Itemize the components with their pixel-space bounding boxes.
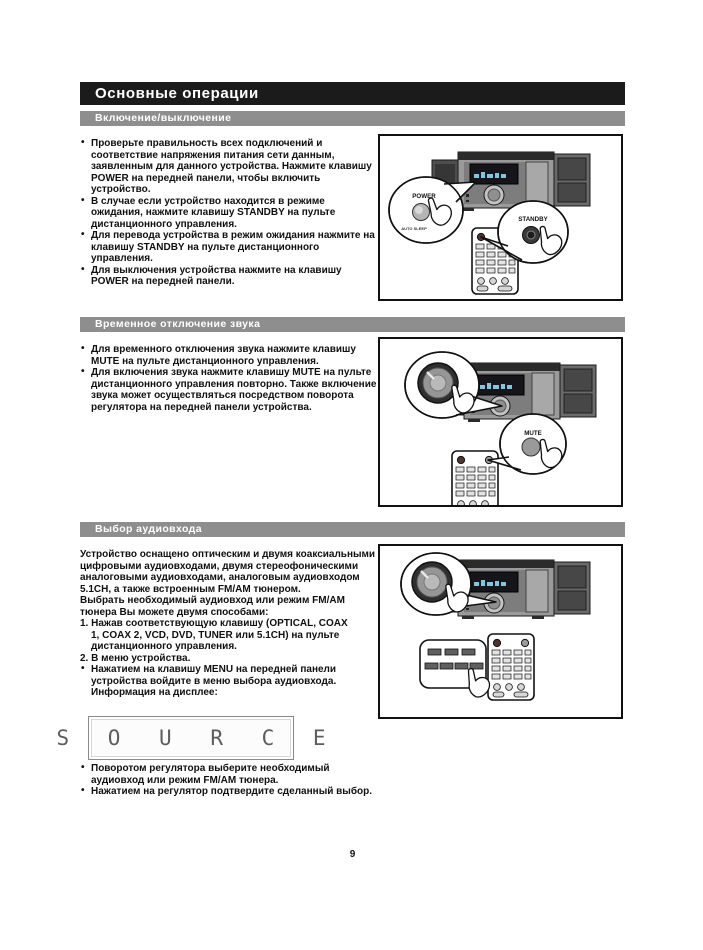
mute-illustration xyxy=(380,339,621,505)
front-panel-display xyxy=(56,716,339,760)
section-heading-source xyxy=(80,522,625,537)
mute-callout-label: MUTE xyxy=(524,430,542,437)
list-item: • Нажатием на клавишу MENU на передней панели устройства войдите в меню выбора аудиовхода. Информация на дисплее: xyxy=(80,664,382,699)
figure-source-select xyxy=(378,544,623,719)
source-buttons-callout xyxy=(420,640,493,699)
power-callout-label: POWER xyxy=(412,193,436,200)
mute-instructions xyxy=(80,344,382,413)
section-heading-source-label: Выбор аудиовхода xyxy=(95,523,202,535)
page-title xyxy=(80,82,625,105)
source-select-illustration xyxy=(380,546,621,717)
power-standby-illustration xyxy=(380,136,621,299)
mute-callout xyxy=(488,414,566,474)
menu-bullet-list xyxy=(80,664,382,699)
numbered-item: 2. В меню устройства. xyxy=(80,652,191,664)
list-item: • В случае если устройство находится в режиме ожидания, нажмите клавишу STANDBY на пульте дистанционного управления. xyxy=(80,196,378,231)
list-item: • Для временного отключения звука нажмите клавишу MUTE на пульте дистанционного управления. xyxy=(80,344,382,367)
list-item: • Нажатием на регулятор подтвердите сделанный выбор. xyxy=(80,786,382,798)
list-item: • Проверьте правильность всех подключений и соответствие напряжения питания сети данным, заявленным для данного устройства. Нажмите клавишу POWER на передней панели, чтобы включить устройство. xyxy=(80,138,378,196)
list-item: • Для выключения устройства нажмите на клавишу POWER на передней панели. xyxy=(80,265,378,288)
section-heading-mute xyxy=(80,317,625,332)
section-heading-mute-label: Временное отключение звука xyxy=(95,318,261,330)
power-callout-sublabel: AUTO SLEEP xyxy=(401,226,427,231)
source-intro: Устройство оснащено оптическим и двумя коаксиальными цифровыми аудиовходами, двумя стереофоническими аналоговыми аудиовходами, аналоговым аудиовходом 5.1CH, а также встроенным FM/AM тюнером. xyxy=(80,549,376,595)
remote-control xyxy=(488,634,534,700)
power-callout xyxy=(389,177,476,243)
list-item: • Для включения звука нажмите клавишу MUTE на пульте дистанционного управления повторно. Также включение звука может осуществляться посредством поворота регулятора на передней панели устройства. xyxy=(80,367,382,413)
source-confirm-instructions xyxy=(80,763,382,798)
standby-callout-label: STANDBY xyxy=(518,216,548,223)
source-instructions xyxy=(80,549,382,699)
list-item: • Поворотом регулятора выберите необходимый аудиовход или режим FM/AM тюнера. xyxy=(80,763,382,786)
figure-mute xyxy=(378,337,623,507)
section-heading-power-label: Включение/выключение xyxy=(95,112,232,124)
figure-power-standby xyxy=(378,134,623,301)
source-lead: Выбрать необходимый аудиовход или режим FM/AM тюнера Вы можете двумя способами: xyxy=(80,595,345,618)
section-heading-power xyxy=(80,111,625,126)
numbered-item: 1. Нажав соответствующую клавишу (OPTICAL, COAX 1, COAX 2, VCD, DVD, TUNER или 5.1CH) на пульте дистанционного управления. xyxy=(80,618,348,652)
volume-knob-icon xyxy=(418,363,458,403)
page-number: 9 xyxy=(349,849,356,860)
display-source-text: S O U R C E xyxy=(56,726,339,750)
power-instructions xyxy=(80,138,378,288)
page-title-label: Основные операции xyxy=(95,85,259,102)
list-item: • Для перевода устройства в режим ожидания нажмите на клавишу STANDBY на пульте дистанционного управления. xyxy=(80,230,378,265)
menu-knob-icon xyxy=(412,562,452,602)
